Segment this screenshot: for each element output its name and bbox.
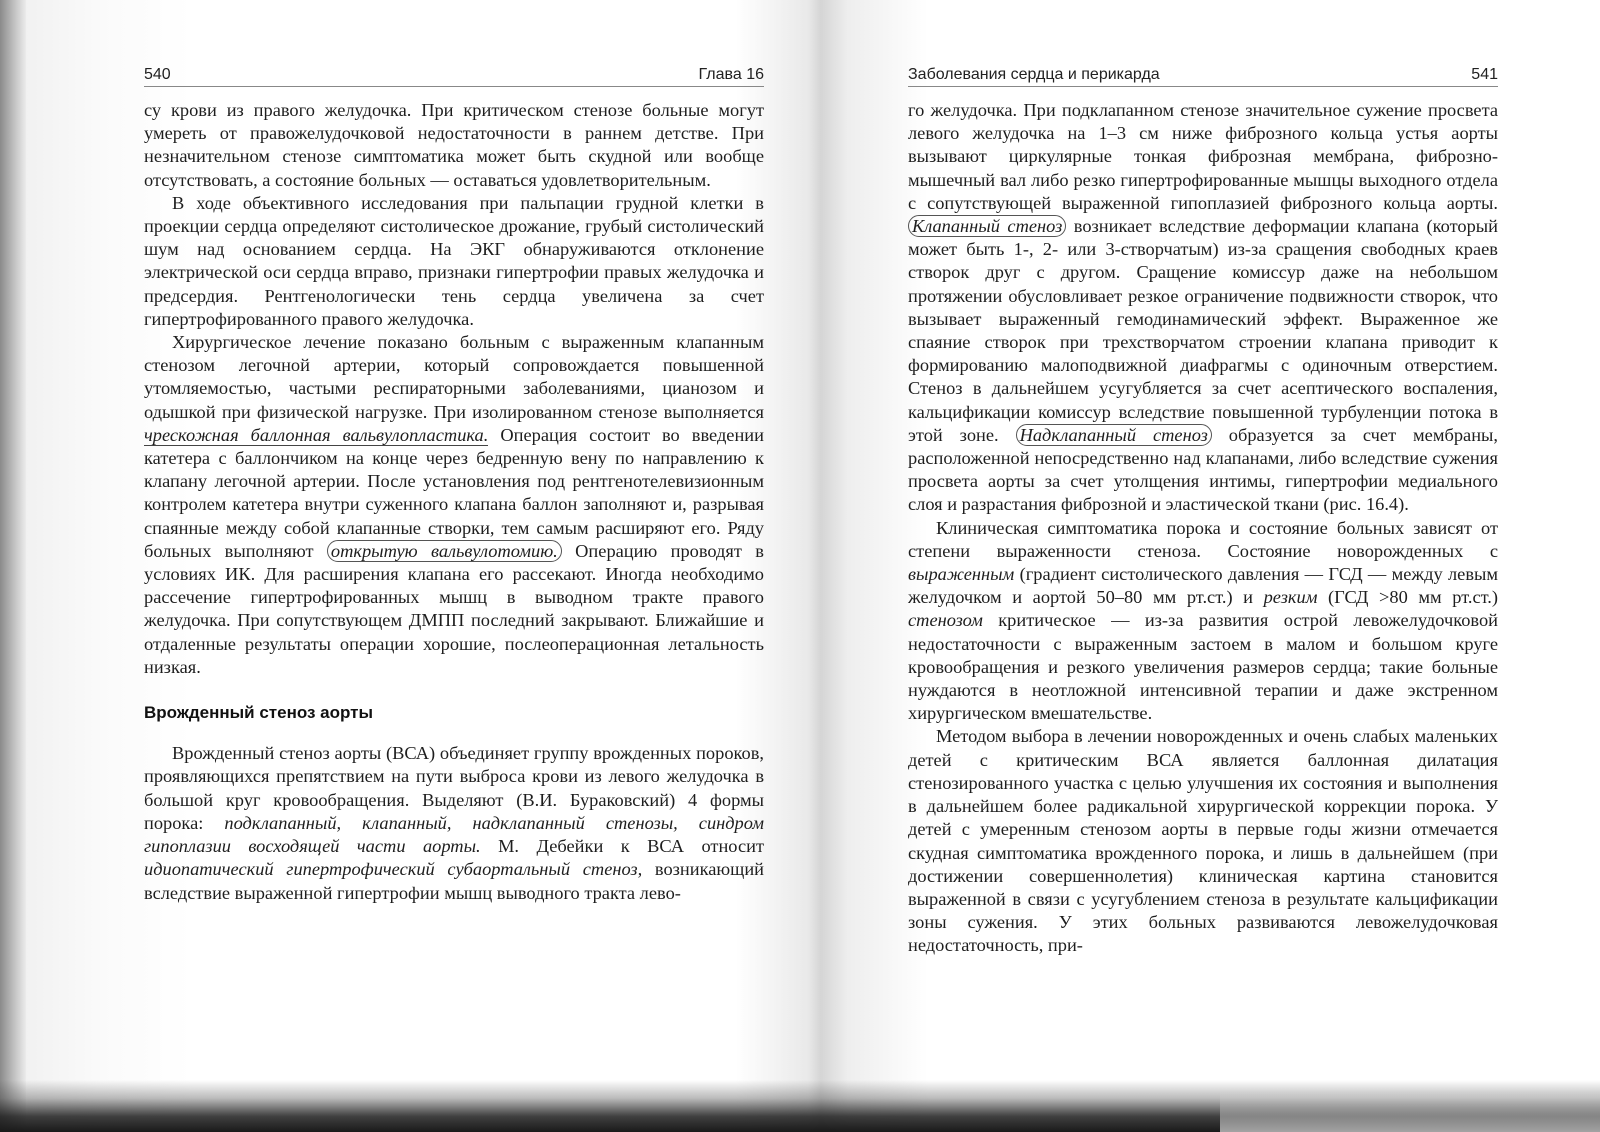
section-heading: Врожденный стеноз аорты — [144, 703, 374, 723]
text-run: Операция состоит во введении катетера с баллончиком на конце через бедренную вену по направлению к клапану легочной артерии. После установления под рентгенотелевизионным контролем катетера внутри суженного клапана баллон заполняют и, разрывая спаянные между собой клапанные створки, тем самым расширяют его. Ряду больных выполняют — [144, 424, 764, 561]
emphasis-term: выраженным — [908, 564, 1015, 585]
paragraph: В ходе объективного исследования при пальпации грудной клетки в проекции сердца определяют систолическое дрожание, грубый систолический шум над основанием сердца. На ЭКГ обнаруживаются отклонение электрической оси сердца вправо, признаки гипертрофии правых желудочка и предсердия. Рентгенологически тень сердца увеличена за счет гипертрофированного правого желудочка. — [144, 192, 764, 329]
emphasis-term: подклапанный, клапанный, надклапанный стенозы, синдром гипоплазии восходящей части аорты. — [144, 812, 764, 857]
left-page-number: 540 — [144, 66, 171, 83]
text-run: Хирургическое лечение показано больным с выраженным клапанным стенозом легочной артерии, который сопровождается повышенной утомляемостью, частыми респираторными заболеваниями, цианозом и одышкой при физической нагрузке. При изолированном стенозе выполняется — [144, 332, 764, 422]
left-body-text — [144, 99, 764, 905]
circled-term: Надклапанный стеноз — [1016, 424, 1212, 446]
text-run: Операцию проводят в условиях ИК. Для расширения клапана его рассекают. Иногда необходимо рассечение гипертрофированных мышц в выводном тракте правого желудочка. При сопутствующем ДМПП последний закрывают. Ближайшие и отдаленные результаты операции хорошие, послеоперационная летальность низкая. — [144, 540, 764, 677]
right-chapter-title: Заболевания сердца и перикарда — [908, 66, 1160, 83]
text-run: критическое — из-за развития острой левожелудочковой недостаточности с выраженным застоем в малом и большом круге кровообращения и резкого увеличения размеров сердца; такие больные нуждаются в неотложной интенсивной терапии и даже экстренном хирургическом вмешательстве. — [908, 610, 1498, 724]
left-running-head — [144, 62, 764, 87]
emphasis-term: идиопатический гипертрофический субаортальный стеноз, — [144, 859, 643, 880]
paragraph: Методом выбора в лечении новорожденных и очень слабых маленьких детей с критическим ВСА является баллонная дилатация стенозированного участка с целью улучшения их состояния и выполнения в дальнейшем более радикальной хирургической коррекции порока. У детей с умеренным стенозом аорты в первые годы жизни отмечается скудная симптоматика врожденного порока, и лишь в дальнейшем (при достижении совершеннолетия) клиническая картина становится выраженной в связи с усугублением стеноза в результате кальцификации зоны сужения. У этих больных развиваются левожелудочковая недостаточность, при- — [908, 726, 1498, 956]
text-run: (градиент систолического давления — ГСД — между левым желудочком и аортой 50–80 мм рт.ст.) и — [908, 564, 1498, 608]
right-running-head — [908, 62, 1498, 87]
emphasis-term: чрескожная баллонная вальвулопластика. — [144, 424, 489, 445]
text-run: образуется за счет мембраны, расположенной непосредственно над клапанами, либо вследствие сужения просвета аорты за счет утолщения интимы, гипертрофии медиального слоя и разрастания фиброзной и эластической ткани (рис. 16.4). — [908, 424, 1498, 515]
paragraph — [144, 742, 764, 904]
text-run: Врожденный стеноз аорты (ВСА) объединяет группу врожденных пороков, проявляющихся препятствием на пути выброса крови из левого желудочка в большой круг кровообращения. Выделяют (В.И. Бураковский) 4 формы порока: — [144, 743, 764, 833]
bottom-scan-highlight — [1220, 1092, 1600, 1132]
text-run: возникающий вследствие выраженной гипертрофии мышц выводного тракта лево- — [144, 859, 765, 903]
paragraph — [908, 517, 1498, 726]
paragraph — [144, 331, 764, 679]
text-run: го желудочка. При подклапанном стенозе значительное сужение просвета левого желудочка на 1–3 см ниже фиброзного кольца устья аорты вызывают циркулярные тонкая фиброзная мембрана, фиброзно-мышечный вал либо резко гипертрофированные мышцы выходного отдела с сопутствующей выраженной гипоплазией фиброзного кольца аорты. — [908, 100, 1498, 213]
right-body-text — [908, 99, 1498, 958]
right-page — [908, 62, 1498, 958]
paragraph — [908, 99, 1498, 517]
text-run: возникает вследствие деформации клапана (который может быть 1-, 2- или 3-створчатым) из-за сращения свободных краев створок друг с другом. Сращение комиссур даже на небольшом протяжении обусловливает резкое ограничение подвижности створок, что вызывает выраженный гемодинамический эффект. Выраженное же спаяние створок при трехстворчатом строении клапана приводит к формированию малоподвижной диафрагмы с одиночным отверстием. Стеноз в дальнейшем усугубляется за счет асептического воспаления, кальцификации комиссур вследствие повышенной турбуленции потока в этой зоне. — [908, 216, 1499, 445]
circled-term: открытую вальвулотомию. — [327, 540, 562, 562]
emphasis-term: стенозом — [908, 610, 983, 631]
left-chapter-title: Глава 16 — [698, 66, 764, 83]
page-edge-shadow — [0, 0, 26, 1132]
text-run: Клиническая симптоматика порока и состояние больных зависят от степени выраженности стеноза. Состояние новорожденных с — [908, 517, 1498, 561]
circled-term: Клапанный стеноз — [908, 215, 1066, 237]
left-page — [144, 62, 764, 905]
text-run: (ГСД >80 мм рт.ст.) — [1317, 587, 1498, 608]
emphasis-term: резким — [1263, 587, 1318, 608]
paragraph: су крови из правого желудочка. При критическом стенозе больные могут умереть от правожелудочковой недостаточности в раннем детстве. При незначительном стенозе симптоматика может быть скудной или вообще отсутствовать, а состояние больных — оставаться удовлетворительным. — [144, 100, 764, 190]
text-run: М. Дебейки к ВСА относит — [480, 836, 764, 857]
right-page-number: 541 — [1471, 66, 1498, 83]
